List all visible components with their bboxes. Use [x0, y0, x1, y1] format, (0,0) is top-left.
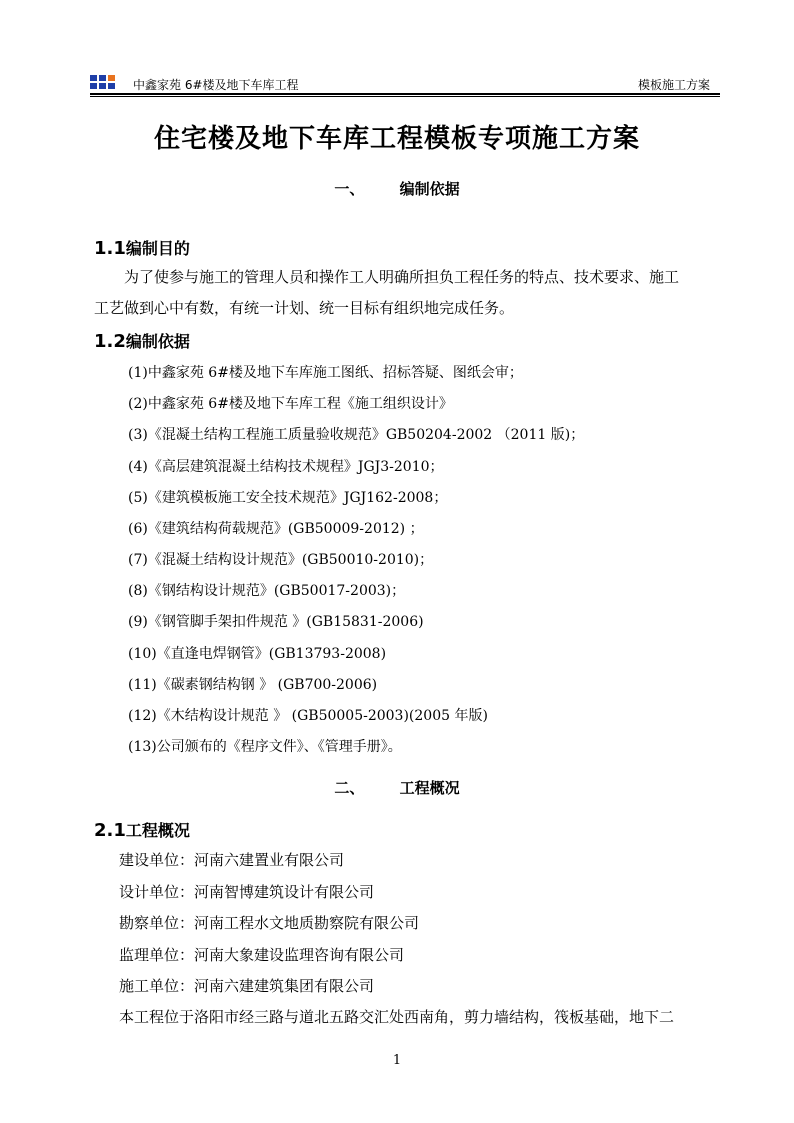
basis-item: (11)《碳素钢结构钢 》 (GB700-2006) [128, 677, 378, 693]
subsection-1-1-title: 编制目的 [125, 239, 190, 258]
basis-item: (1)中鑫家苑 6#楼及地下车库施工图纸、招标答疑、图纸会审； [128, 365, 523, 381]
page-number: 1 [392, 1053, 402, 1068]
subsection-1-2-title: 编制依据 [125, 332, 190, 351]
overview-paragraph: 本工程位于洛阳市经三路与道北五路交汇处西南角，剪力墙结构，筏板基础，地下二 [119, 1008, 675, 1026]
company-logo-icon [90, 75, 130, 89]
basis-item: (12)《木结构设计规范 》 (GB50005-2003)(2005 年版) [128, 708, 488, 724]
page-header [90, 71, 720, 93]
basis-item: (5)《建筑模板施工安全技术规范》JGJ162-2008； [128, 490, 448, 506]
basis-item: (7)《混凝土结构设计规范》(GB50010-2010)； [128, 552, 434, 568]
basis-item: (6)《建筑结构荷载规范》(GB50009-2012) ； [128, 521, 424, 537]
unit-line: 施工单位：河南六建建筑集团有限公司 [119, 977, 375, 995]
unit-line: 监理单位：河南大象建设监理咨询有限公司 [119, 946, 405, 964]
subsection-1-1-number: 1.1 [94, 238, 126, 259]
section-1-heading [0, 178, 794, 199]
document-title: 住宅楼及地下车库工程模板专项施工方案 [153, 124, 640, 154]
subsection-2-1-heading [94, 818, 190, 841]
subsection-2-1-number: 2.1 [94, 820, 126, 841]
unit-line: 勘察单位：河南工程水文地质勘察院有限公司 [119, 914, 420, 932]
subsection-1-2-heading [94, 329, 190, 352]
basis-item: (4)《高层建筑混凝土结构技术规程》JGJ3-2010； [128, 459, 444, 475]
section-2-title: 工程概况 [399, 779, 460, 797]
basis-item: (2)中鑫家苑 6#楼及地下车库工程《施工组织设计》 [128, 396, 453, 412]
header-doc-type: 模板施工方案 [637, 78, 710, 92]
section-1-number: 一、 [334, 180, 365, 198]
header-project-name: 中鑫家苑 6#楼及地下车库工程 [133, 78, 299, 92]
header-divider-thin [90, 96, 720, 97]
basis-item: (9)《钢管脚手架扣件规范 》(GB15831-2006) [128, 614, 424, 630]
section-1-title: 编制依据 [399, 180, 460, 198]
subsection-1-2-number: 1.2 [94, 331, 126, 352]
header-divider [90, 93, 720, 95]
unit-line: 建设单位：河南六建置业有限公司 [119, 851, 345, 869]
basis-item: (8)《钢结构设计规范》(GB50017-2003)； [128, 583, 406, 599]
unit-line: 设计单位：河南智博建筑设计有限公司 [119, 883, 375, 901]
section-2-number: 二、 [334, 779, 365, 797]
basis-item: (13)公司颁布的《程序文件》、《管理手册》。 [128, 739, 402, 755]
basis-item: (10)《直逢电焊钢管》(GB13793-2008) [128, 646, 387, 662]
purpose-line-2: 工艺做到心中有数，有统一计划、统一目标有组织地完成任务。 [94, 299, 515, 317]
section-2-heading [0, 777, 794, 798]
subsection-2-1-title: 工程概况 [125, 821, 190, 840]
purpose-line-1: 为了使参与施工的管理人员和操作工人明确所担负工程任务的特点、技术要求、施工 [124, 268, 680, 286]
subsection-1-1-heading [94, 236, 190, 259]
basis-item: (3)《混凝土结构工程施工质量验收规范》GB50204-2002 （2011 版)； [128, 427, 585, 443]
